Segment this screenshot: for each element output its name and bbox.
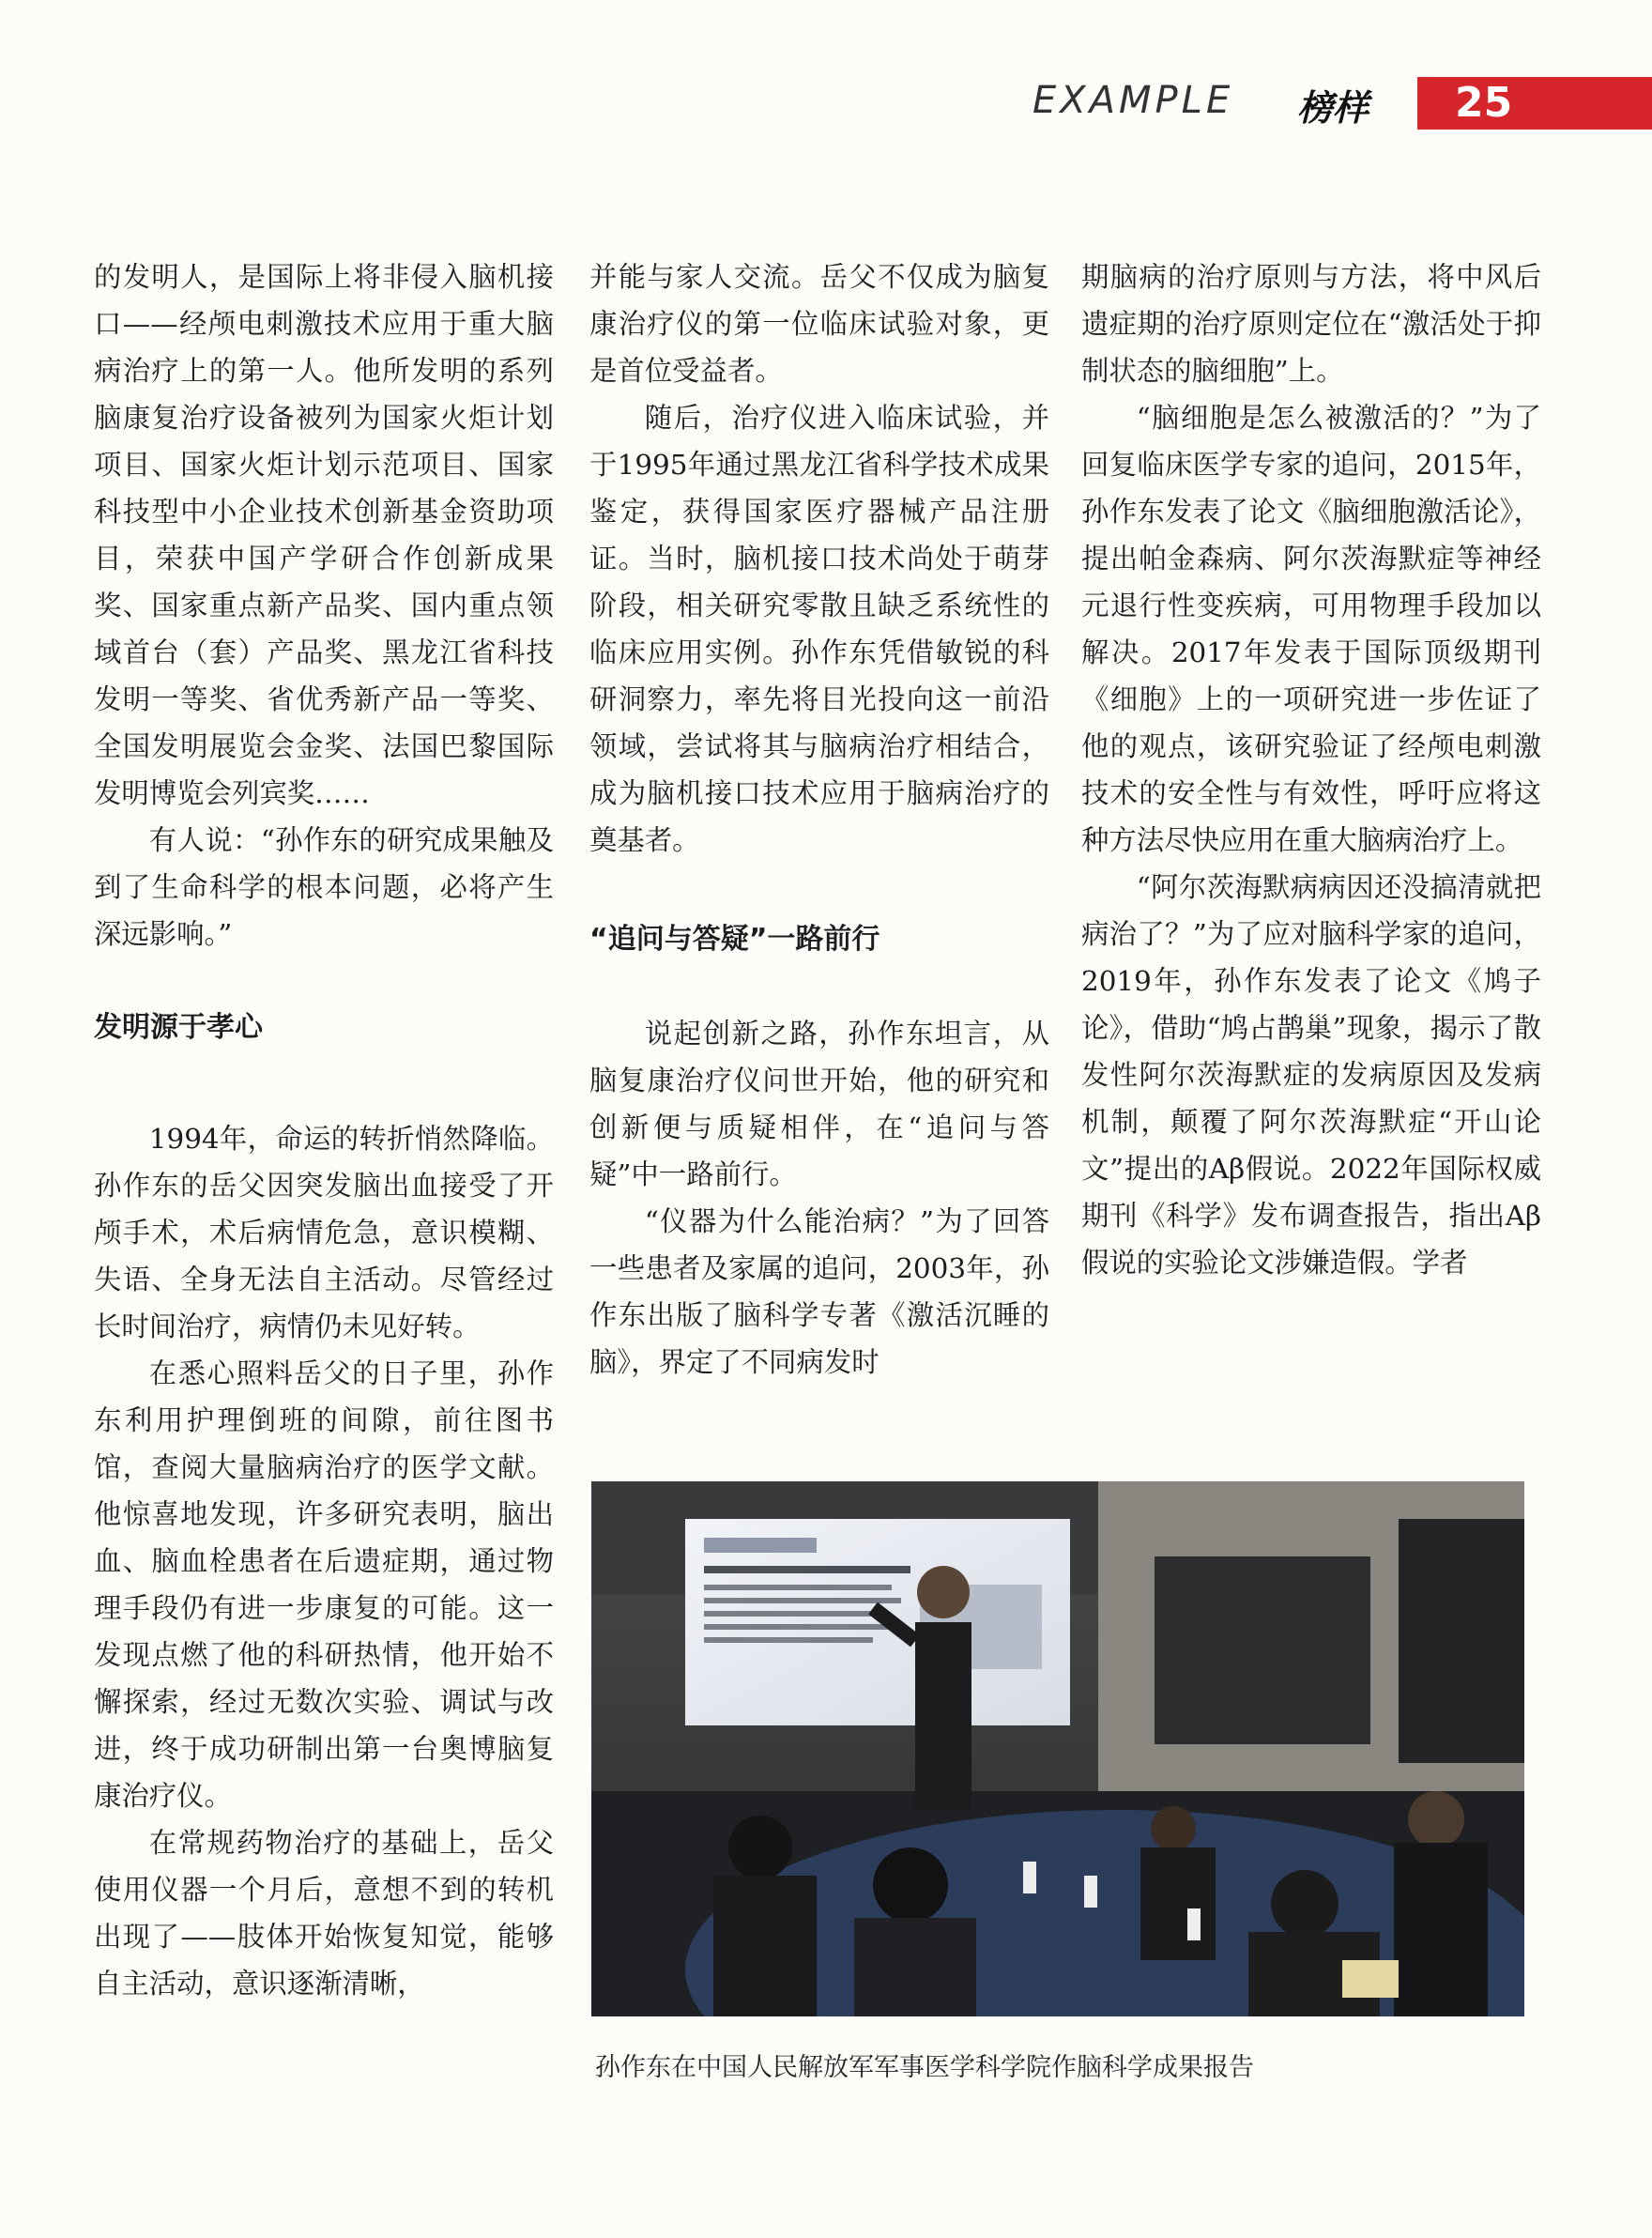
- page-header: [1032, 77, 1652, 133]
- paragraph: 1994年，命运的转折悄然降临。孙作东的岳父因突发脑出血接受了开颅手术，术后病情危急，意识模糊、失语、全身无法自主活动。尽管经过长时间治疗，病情仍未见好转。: [94, 1123, 554, 1342]
- conference-photo: [591, 1481, 1524, 2016]
- page-number-box: [1417, 77, 1652, 130]
- article-column-1: [94, 253, 554, 2007]
- paragraph: “阿尔茨海默病病因还没搞清就把病治了？”为了应对脑科学家的追问，2019年，孙作东发表了论文《鸠子论》，借助“鸠占鹊巢”现象，揭示了散发性阿尔茨海默症的发病原因及发病机制，颠覆了阿尔茨海默症“开山论文”提出的Aβ假说。2022年国际权威期刊《科学》发布调查报告，指出Aβ假说的实验论文涉嫌造假。学者: [1081, 871, 1541, 1279]
- paragraph: 随后，治疗仪进入临床试验，并于1995年通过黑龙江省科学技术成果鉴定，获得国家医疗器械产品注册证。当时，脑机接口技术尚处于萌芽阶段，相关研究零散且缺乏系统性的临床应用实例。孙作东凭借敏锐的科研洞察力，率先将目光投向这一前沿领域，尝试将其与脑病治疗相结合，成为脑机接口技术应用于脑病治疗的奠基者。: [589, 402, 1049, 856]
- section-title-en: EXAMPLE: [1032, 79, 1234, 122]
- paragraph: 在悉心照料岳父的日子里，孙作东利用护理倒班的间隙，前往图书馆，查阅大量脑病治疗的医学文献。他惊喜地发现，许多研究表明，脑出血、脑血栓患者在后遗症期，通过物理手段仍有进一步康复的可能。这一发现点燃了他的科研热情，他开始不懈探索，经过无数次实验、调试与改进，终于成功研制出第一台奥博脑复康治疗仪。: [94, 1357, 554, 1812]
- section-heading: “追问与答疑”一路前行: [589, 923, 880, 956]
- photo-caption: 孙作东在中国人民解放军军事医学科学院作脑科学成果报告: [595, 2053, 1254, 2082]
- paragraph: “仪器为什么能治病？”为了回答一些患者及家属的追问，2003年，孙作东出版了脑科学专著《激活沉睡的脑》，界定了不同病发时: [589, 1205, 1049, 1378]
- section-title-cn: 榜样: [1297, 87, 1369, 129]
- page-number: 25: [1455, 79, 1513, 127]
- article-column-2: [589, 253, 1049, 1386]
- paragraph: 在常规药物治疗的基础上，岳父使用仪器一个月后，意想不到的转机出现了——肢体开始恢复知觉，能够自主活动，意识逐渐清晰，: [94, 1827, 554, 2000]
- paragraph: “脑细胞是怎么被激活的？”为了回复临床医学专家的追问，2015年，孙作东发表了论文《脑细胞激活论》，提出帕金森病、阿尔茨海默症等神经元退行性变疾病，可用物理手段加以解决。2017年发表于国际顶级期刊《细胞》上的一项研究进一步佐证了他的观点，该研究验证了经颅电刺激技术的安全性与有效性，呼吁应将这种方法尽快应用在重大脑病治疗上。: [1081, 402, 1541, 856]
- paragraph: 说起创新之路，孙作东坦言，从脑复康治疗仪问世开始，他的研究和创新便与质疑相伴，在“追问与答疑”中一路前行。: [589, 1018, 1049, 1190]
- section-heading: 发明源于孝心: [94, 1011, 263, 1044]
- article-column-3: [1081, 253, 1541, 1286]
- paragraph: 并能与家人交流。岳父不仅成为脑复康治疗仪的第一位临床试验对象，更是首位受益者。: [589, 261, 1049, 387]
- paragraph: 有人说：“孙作东的研究成果触及到了生命科学的根本问题，必将产生深远影响。”: [94, 824, 554, 950]
- paragraph: 期脑病的治疗原则与方法，将中风后遗症期的治疗原则定位在“激活处于抑制状态的脑细胞”上。: [1081, 261, 1541, 387]
- paragraph: 的发明人，是国际上将非侵入脑机接口——经颅电刺激技术应用于重大脑病治疗上的第一人。他所发明的系列脑康复治疗设备被列为国家火炬计划项目、国家火炬计划示范项目、国家科技型中小企业技术创新基金资助项目，荣获中国产学研合作创新成果奖、国家重点新产品奖、国内重点领域首台（套）产品奖、黑龙江省科技发明一等奖、省优秀新产品一等奖、全国发明展览会金奖、法国巴黎国际发明博览会列宾奖……: [94, 261, 554, 809]
- meeting-room-photo-illustration: [591, 1481, 1524, 2016]
